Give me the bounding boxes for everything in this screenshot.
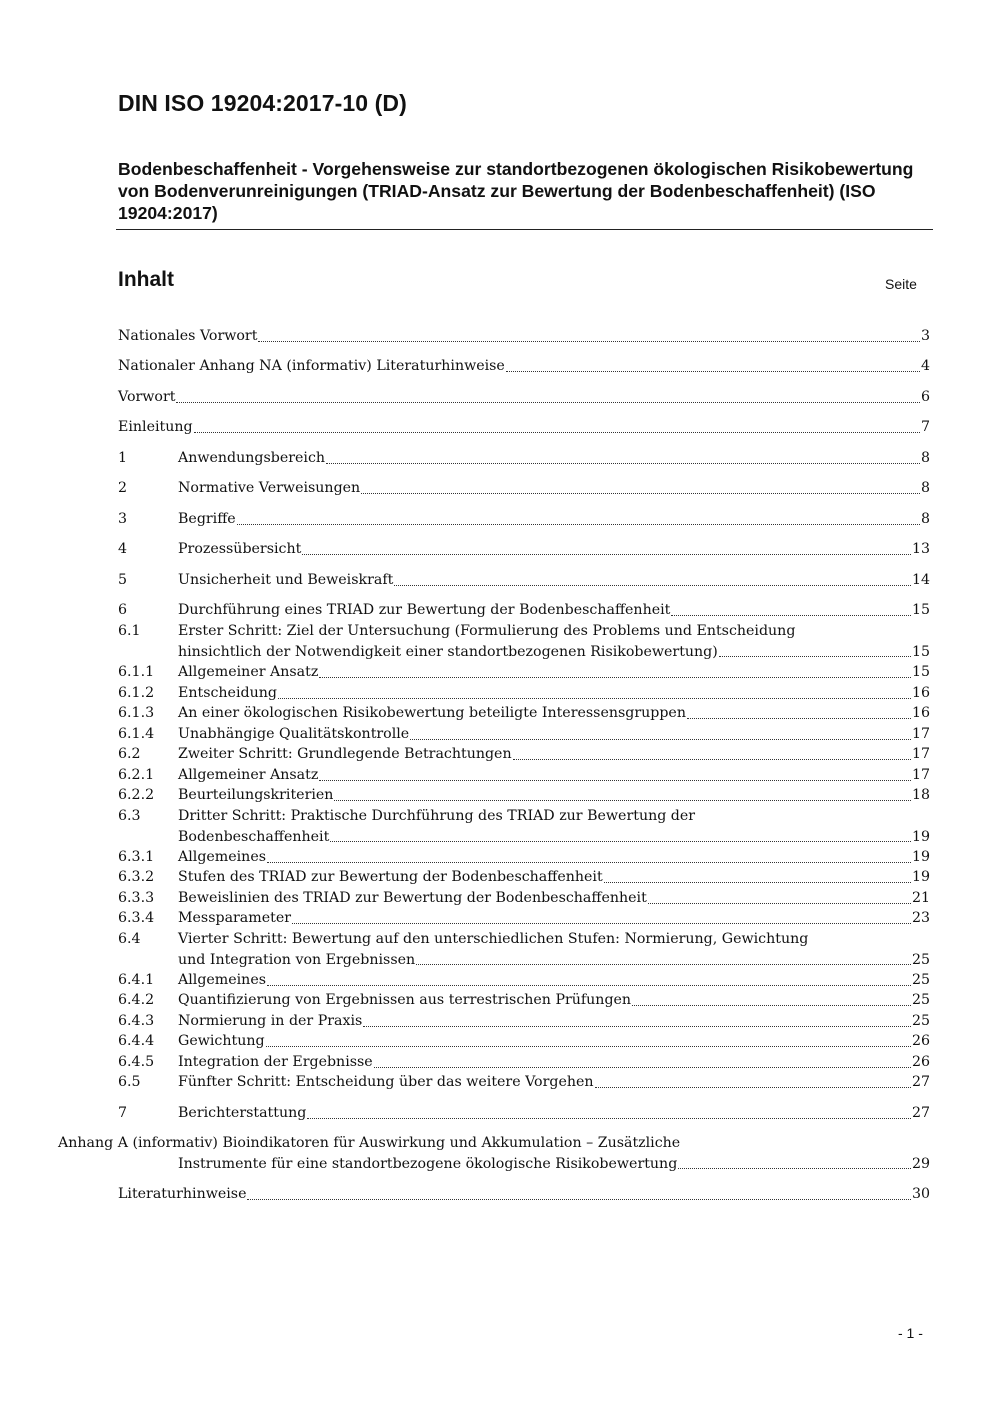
toc-entry[interactable] — [118, 662, 930, 683]
toc-entry-page: 27 — [911, 1074, 930, 1090]
toc-leader-dots — [416, 964, 911, 965]
toc-entry-title: Vorwort — [118, 389, 176, 405]
toc-leader-dots — [278, 698, 911, 699]
toc-entry-page: 25 — [911, 951, 930, 968]
toc-entry[interactable] — [118, 621, 930, 662]
toc-leader-dots — [237, 524, 920, 525]
toc-entry[interactable] — [118, 387, 930, 408]
toc-entry-title: hinsichtlich der Notwendigkeit einer standortbezogenen Risikobewertung) — [178, 643, 718, 660]
toc-entry-page: 16 — [911, 685, 930, 701]
document-subtitle: Bodenbeschaffenheit - Vorgehensweise zur standortbezogenen ökologischen Risikobewertung von Bodenverunreinigungen (TRIAD-Ansatz zur Bewertung der Bodenbeschaffenheit) (ISO 19204:2017) — [118, 159, 914, 223]
toc-entry-title: Messparameter — [178, 910, 291, 926]
toc-entry-page: 15 — [911, 664, 930, 680]
toc-entry[interactable] — [118, 600, 930, 621]
toc-entry[interactable] — [118, 785, 930, 806]
toc-entry-title-line: Anhang A (informativ) Bioindikatoren für Auswirkung und Akkumulation – Zusätzliche — [58, 1135, 681, 1151]
toc-entry-number: 6.1 — [118, 623, 141, 639]
toc-leader-dots — [247, 1199, 910, 1200]
toc-entry-page: 19 — [911, 828, 930, 845]
toc-leader-dots — [307, 1118, 911, 1119]
toc-leader-dots — [319, 677, 911, 678]
toc-entry-number: 6.3.4 — [118, 910, 155, 926]
toc-entry-title: Unabhängige Qualitätskontrolle — [178, 726, 410, 742]
toc-entry-title: Prozessübersicht — [178, 541, 302, 557]
toc-entry-page: 29 — [911, 1155, 930, 1172]
toc-entry-title: Instrumente für eine standortbezogene ökologische Risikobewertung — [178, 1155, 678, 1172]
toc-leader-dots — [292, 923, 911, 924]
document-title: DIN ISO 19204:2017-10 (D) — [118, 90, 407, 116]
page-number: - 1 - — [898, 1325, 923, 1341]
toc-leader-dots — [363, 1026, 911, 1027]
toc-entry[interactable] — [118, 1184, 930, 1205]
toc-entry[interactable] — [118, 867, 930, 888]
toc-leader-dots — [506, 371, 920, 372]
toc-entry-title: Integration der Ergebnisse — [178, 1054, 373, 1070]
toc-entry-page: 3 — [920, 328, 930, 344]
toc-entry-number: 6.4.2 — [118, 992, 155, 1008]
toc-entry-title: Allgemeiner Ansatz — [178, 767, 319, 783]
toc-entry[interactable] — [118, 847, 930, 868]
toc-entry-page: 25 — [911, 992, 930, 1008]
toc-entry-page: 27 — [911, 1105, 930, 1121]
toc-entry-page: 4 — [920, 358, 930, 374]
toc-entry-page: 8 — [920, 450, 930, 466]
toc-entry-title: Allgemeines — [178, 849, 266, 865]
toc-heading: Inhalt — [118, 268, 174, 291]
toc-entry-number: 6.4.3 — [118, 1013, 155, 1029]
toc-entry[interactable] — [118, 539, 930, 560]
toc-entry[interactable] — [118, 683, 930, 704]
toc-entry-number: 6.4.5 — [118, 1054, 155, 1070]
toc-entry-title: Durchführung eines TRIAD zur Bewertung der Bodenbeschaffenheit — [178, 602, 671, 618]
toc-entry[interactable] — [118, 356, 930, 377]
toc-leader-dots — [595, 1087, 911, 1088]
toc-entry-page: 17 — [911, 767, 930, 783]
toc-entry-number: 6.1.3 — [118, 705, 155, 721]
toc-entry-page: 8 — [920, 511, 930, 527]
toc-entry-title: Berichterstattung — [178, 1105, 307, 1121]
toc-entry-title: Allgemeines — [178, 972, 266, 988]
toc-leader-dots — [678, 1168, 911, 1169]
toc-entry-number: 6.3 — [118, 808, 141, 824]
toc-entry-number: 6.1.2 — [118, 685, 155, 701]
toc-entry-page: 18 — [911, 787, 930, 803]
toc-entry[interactable] — [118, 929, 930, 970]
toc-entry-page: 19 — [911, 869, 930, 885]
toc-entry[interactable] — [118, 1052, 930, 1073]
toc-entry-number: 6.5 — [118, 1074, 141, 1090]
toc-entry-title: Nationales Vorwort — [118, 328, 258, 344]
toc-entry[interactable] — [118, 970, 930, 991]
toc-leader-dots — [648, 903, 911, 904]
toc-entry-title: Unsicherheit und Beweiskraft — [178, 572, 394, 588]
toc-entry[interactable] — [118, 509, 930, 530]
toc-entry-title: An einer ökologischen Risikobewertung beteiligte Interessensgruppen — [178, 705, 686, 721]
toc-entry[interactable] — [58, 1133, 930, 1174]
toc-entry-title: Normative Verweisungen — [178, 480, 361, 496]
toc-entry-page: 17 — [911, 746, 930, 762]
toc-leader-dots — [671, 615, 911, 616]
toc-entry-number: 6.4 — [118, 931, 141, 947]
toc-leader-dots — [334, 800, 911, 801]
toc-entry-page: 26 — [911, 1033, 930, 1049]
toc-entry-title: Begriffe — [178, 511, 236, 527]
toc-entry-number: 6.2.2 — [118, 787, 155, 803]
toc-entry-page: 14 — [911, 572, 930, 588]
toc-entry[interactable] — [118, 417, 930, 438]
toc-entry-title: Beurteilungskriterien — [178, 787, 334, 803]
toc-entry-page: 16 — [911, 705, 930, 721]
toc-entry[interactable] — [118, 1072, 930, 1093]
toc-entry-title: Gewichtung — [178, 1033, 265, 1049]
toc-entry-title: Entscheidung — [178, 685, 277, 701]
toc-leader-dots — [330, 841, 911, 842]
toc-leader-dots — [267, 862, 911, 863]
toc-entry-page: 7 — [920, 419, 930, 435]
toc-entry-title: Fünfter Schritt: Entscheidung über das weitere Vorgehen — [178, 1074, 594, 1090]
toc-entry-page: 25 — [911, 1013, 930, 1029]
toc-leader-dots — [258, 341, 920, 342]
toc-entry[interactable] — [118, 990, 930, 1011]
toc-entry-number: 6.2 — [118, 746, 141, 762]
toc-entry[interactable] — [118, 326, 930, 347]
toc-leader-dots — [374, 1067, 911, 1068]
toc-entry-page: 30 — [911, 1186, 930, 1202]
toc-entry-number: 6.1.4 — [118, 726, 155, 742]
toc-entry-number: 3 — [118, 511, 128, 527]
toc-entry-page: 15 — [911, 602, 930, 618]
toc-entry[interactable] — [118, 448, 930, 469]
toc-leader-dots — [176, 402, 920, 403]
toc-entry-title: Beweislinien des TRIAD zur Bewertung der Bodenbeschaffenheit — [178, 890, 647, 906]
toc-leader-dots — [319, 780, 911, 781]
toc-entry[interactable] — [118, 703, 930, 724]
toc-entry-number: 7 — [118, 1105, 128, 1121]
toc-entry[interactable] — [118, 888, 930, 909]
toc-entry-page: 25 — [911, 972, 930, 988]
toc-entry-title: und Integration von Ergebnissen — [178, 951, 416, 968]
toc-entry-page: 6 — [920, 389, 930, 405]
toc-leader-dots — [266, 1046, 911, 1047]
toc-entry-number: 4 — [118, 541, 128, 557]
toc-entry-title: Literaturhinweise — [118, 1186, 247, 1202]
toc-entry-title-line: Vierter Schritt: Bewertung auf den unterschiedlichen Stufen: Normierung, Gewichtung — [178, 931, 809, 947]
toc-entry-page: 26 — [911, 1054, 930, 1070]
toc-entry-title: Bodenbeschaffenheit — [178, 828, 330, 845]
toc-leader-dots — [302, 554, 911, 555]
toc-leader-dots — [513, 759, 911, 760]
toc-entry-title: Allgemeiner Ansatz — [178, 664, 319, 680]
toc-entry-page: 23 — [911, 910, 930, 926]
toc-entry-title: Anwendungsbereich — [178, 450, 326, 466]
toc-entry-title: Zweiter Schritt: Grundlegende Betrachtungen — [178, 746, 512, 762]
toc-entry-number: 6.4.4 — [118, 1033, 155, 1049]
toc-entry[interactable] — [118, 478, 930, 499]
toc-entry-page: 8 — [920, 480, 930, 496]
toc-entry-page: 13 — [911, 541, 930, 557]
toc-entry-number: 5 — [118, 572, 128, 588]
toc-entry[interactable] — [118, 1031, 930, 1052]
toc-leader-dots — [604, 882, 911, 883]
toc-entry-number: 6.3.2 — [118, 869, 155, 885]
toc-entry-title: Stufen des TRIAD zur Bewertung der Bodenbeschaffenheit — [178, 869, 603, 885]
toc-entry[interactable] — [118, 1011, 930, 1032]
toc-entry[interactable] — [118, 806, 930, 847]
toc-leader-dots — [267, 985, 911, 986]
toc-entry-number: 6.3.3 — [118, 890, 155, 906]
toc-entry[interactable] — [118, 908, 930, 929]
toc-entry[interactable] — [118, 724, 930, 745]
toc-entry-title: Nationaler Anhang NA (informativ) Literaturhinweise — [118, 358, 505, 374]
toc-entry-title: Einleitung — [118, 419, 193, 435]
toc-entry-number: 6 — [118, 602, 128, 618]
toc-leader-dots — [394, 585, 911, 586]
title-divider — [116, 229, 933, 230]
toc-entry-page: 21 — [911, 890, 930, 906]
toc-entry-title: Normierung in der Praxis — [178, 1013, 363, 1029]
toc-leader-dots — [632, 1005, 911, 1006]
toc-entry-page: 17 — [911, 726, 930, 742]
toc-page-column-label: Seite — [885, 276, 917, 292]
toc-entry-title-line: Dritter Schritt: Praktische Durchführung des TRIAD zur Bewertung der — [178, 808, 696, 824]
toc-leader-dots — [410, 739, 911, 740]
toc-leader-dots — [719, 656, 911, 657]
toc-entry[interactable] — [118, 570, 930, 591]
toc-entry[interactable] — [118, 1103, 930, 1124]
toc-entry-number: 2 — [118, 480, 128, 496]
toc-entry-number: 6.1.1 — [118, 664, 155, 680]
toc-entry-page: 19 — [911, 849, 930, 865]
toc-leader-dots — [194, 432, 920, 433]
toc-entry-number: 6.3.1 — [118, 849, 155, 865]
toc-entry[interactable] — [118, 765, 930, 786]
toc-entry[interactable] — [118, 744, 930, 765]
toc-entry-title-line: Erster Schritt: Ziel der Untersuchung (Formulierung des Problems und Entscheidung — [178, 623, 796, 639]
toc-entry-number: 1 — [118, 450, 128, 466]
toc-leader-dots — [687, 718, 911, 719]
toc-entry-number: 6.2.1 — [118, 767, 155, 783]
toc-leader-dots — [361, 493, 920, 494]
toc-entry-page: 15 — [911, 643, 930, 660]
toc-leader-dots — [326, 463, 920, 464]
toc-entry-number: 6.4.1 — [118, 972, 155, 988]
toc-entry-title: Quantifizierung von Ergebnissen aus terrestrischen Prüfungen — [178, 992, 632, 1008]
